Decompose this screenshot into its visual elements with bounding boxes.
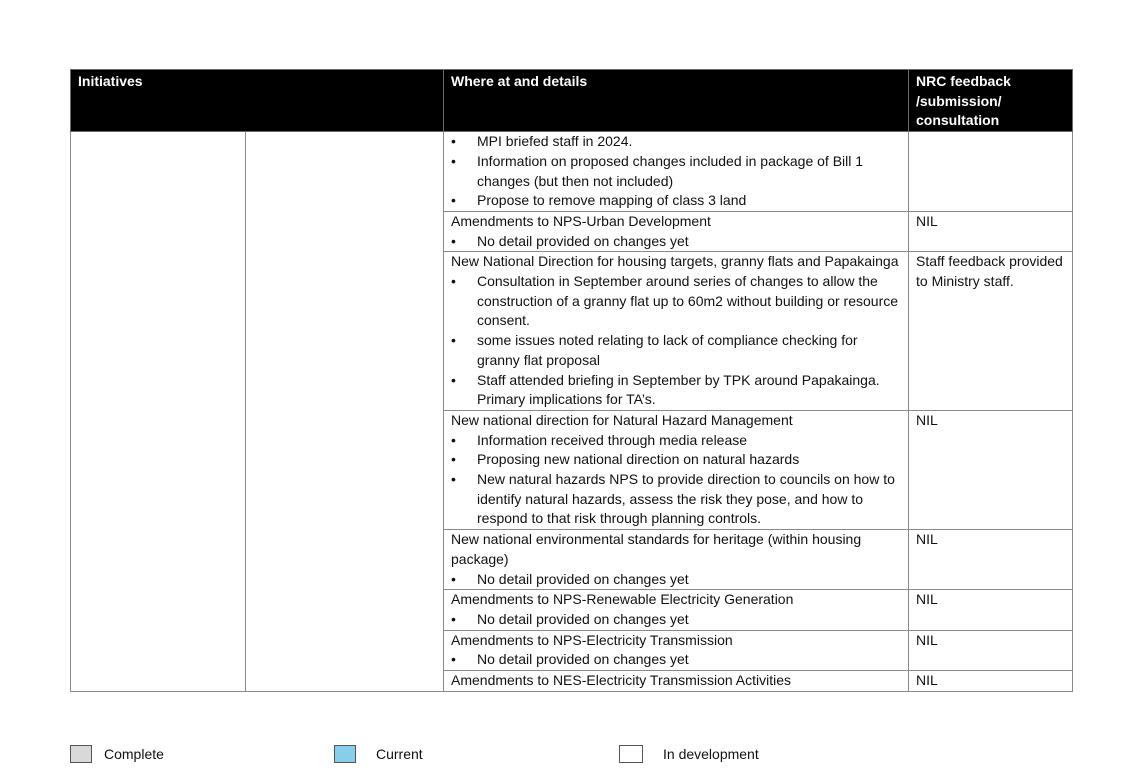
- header-where-at: Where at and details: [444, 70, 909, 132]
- complete-swatch-icon: [70, 745, 92, 763]
- bullet-item: • Staff attended briefing in September by TPK around Papakainga. Primary implications for TA’s.: [451, 371, 901, 410]
- current-swatch-icon: [334, 745, 356, 763]
- in-development-swatch-icon: [619, 745, 643, 763]
- details-cell: [444, 211, 909, 251]
- bullet-item: • No detail provided on changes yet: [451, 650, 901, 670]
- bullet-item: • some issues noted relating to lack of compliance checking for granny flat proposal: [451, 331, 901, 370]
- initiatives-table: [70, 69, 1073, 692]
- details-bullets: [451, 431, 901, 530]
- feedback-cell: Staff feedback provided to Ministry staff.: [909, 252, 1073, 411]
- feedback-cell: NIL: [909, 630, 1073, 670]
- bullet-item: • Information on proposed changes included in package of Bill 1 changes (but then not included): [451, 152, 901, 191]
- feedback-cell: [909, 132, 1073, 212]
- details-cell: [444, 252, 909, 411]
- legend-item-complete: [70, 745, 164, 763]
- details-bullets: [451, 570, 901, 590]
- bullet-item: • MPI briefed staff in 2024.: [451, 132, 901, 152]
- bullet-item: • Information received through media release: [451, 431, 901, 451]
- details-heading: New National Direction for housing targets, granny flats and Papakainga: [451, 253, 899, 270]
- legend-label: Complete: [104, 746, 164, 762]
- details-bullets: [451, 650, 901, 670]
- bullet-item: • Consultation in September around series of changes to allow the construction of a granny flat up to 60m2 without building or resource consent.: [451, 272, 901, 331]
- status-legend: [0, 745, 1135, 769]
- details-heading: Amendments to NPS-Urban Development: [451, 212, 711, 229]
- table-header-row: [71, 70, 1073, 132]
- details-cell: [444, 410, 909, 529]
- details-heading: New national environmental standards for heritage (within housing package): [451, 531, 862, 567]
- bullet-item: • No detail provided on changes yet: [451, 610, 901, 630]
- details-bullets: [451, 232, 901, 252]
- details-heading: Amendments to NPS-Renewable Electricity Generation: [451, 591, 794, 608]
- details-cell: [444, 132, 909, 212]
- table-row: [71, 132, 1073, 212]
- details-cell: [444, 671, 909, 692]
- details-heading: Amendments to NPS-Electricity Transmission: [451, 631, 733, 648]
- details-heading: New national direction for Natural Hazard Management: [451, 411, 793, 428]
- legend-label: Current: [376, 746, 423, 762]
- details-heading: Amendments to NES-Electricity Transmission Activities: [451, 672, 791, 689]
- feedback-cell: NIL: [909, 671, 1073, 692]
- initiative-subcell: [246, 132, 444, 692]
- initiative-cell: [71, 132, 246, 692]
- details-cell: [444, 530, 909, 590]
- header-initiatives: Initiatives: [71, 70, 444, 132]
- legend-item-current: [334, 745, 423, 763]
- feedback-cell: NIL: [909, 410, 1073, 529]
- header-nrc-feedback: NRC feedback /submission/ consultation: [909, 70, 1073, 132]
- bullet-item: • No detail provided on changes yet: [451, 570, 901, 590]
- details-bullets: [451, 610, 901, 630]
- feedback-cell: NIL: [909, 590, 1073, 630]
- bullet-item: • Propose to remove mapping of class 3 land: [451, 191, 901, 211]
- details-cell: [444, 590, 909, 630]
- details-cell: [444, 630, 909, 670]
- legend-item-in-development: [619, 745, 759, 763]
- details-bullets: [451, 132, 901, 211]
- bullet-item: • Proposing new national direction on natural hazards: [451, 450, 901, 470]
- bullet-item: • New natural hazards NPS to provide direction to councils on how to identify natural hazards, assess the risk they pose, and how to respond to that risk through planning controls.: [451, 470, 901, 529]
- feedback-cell: NIL: [909, 211, 1073, 251]
- bullet-item: • No detail provided on changes yet: [451, 232, 901, 252]
- feedback-cell: NIL: [909, 530, 1073, 590]
- details-bullets: [451, 272, 901, 410]
- legend-label: In development: [663, 746, 759, 762]
